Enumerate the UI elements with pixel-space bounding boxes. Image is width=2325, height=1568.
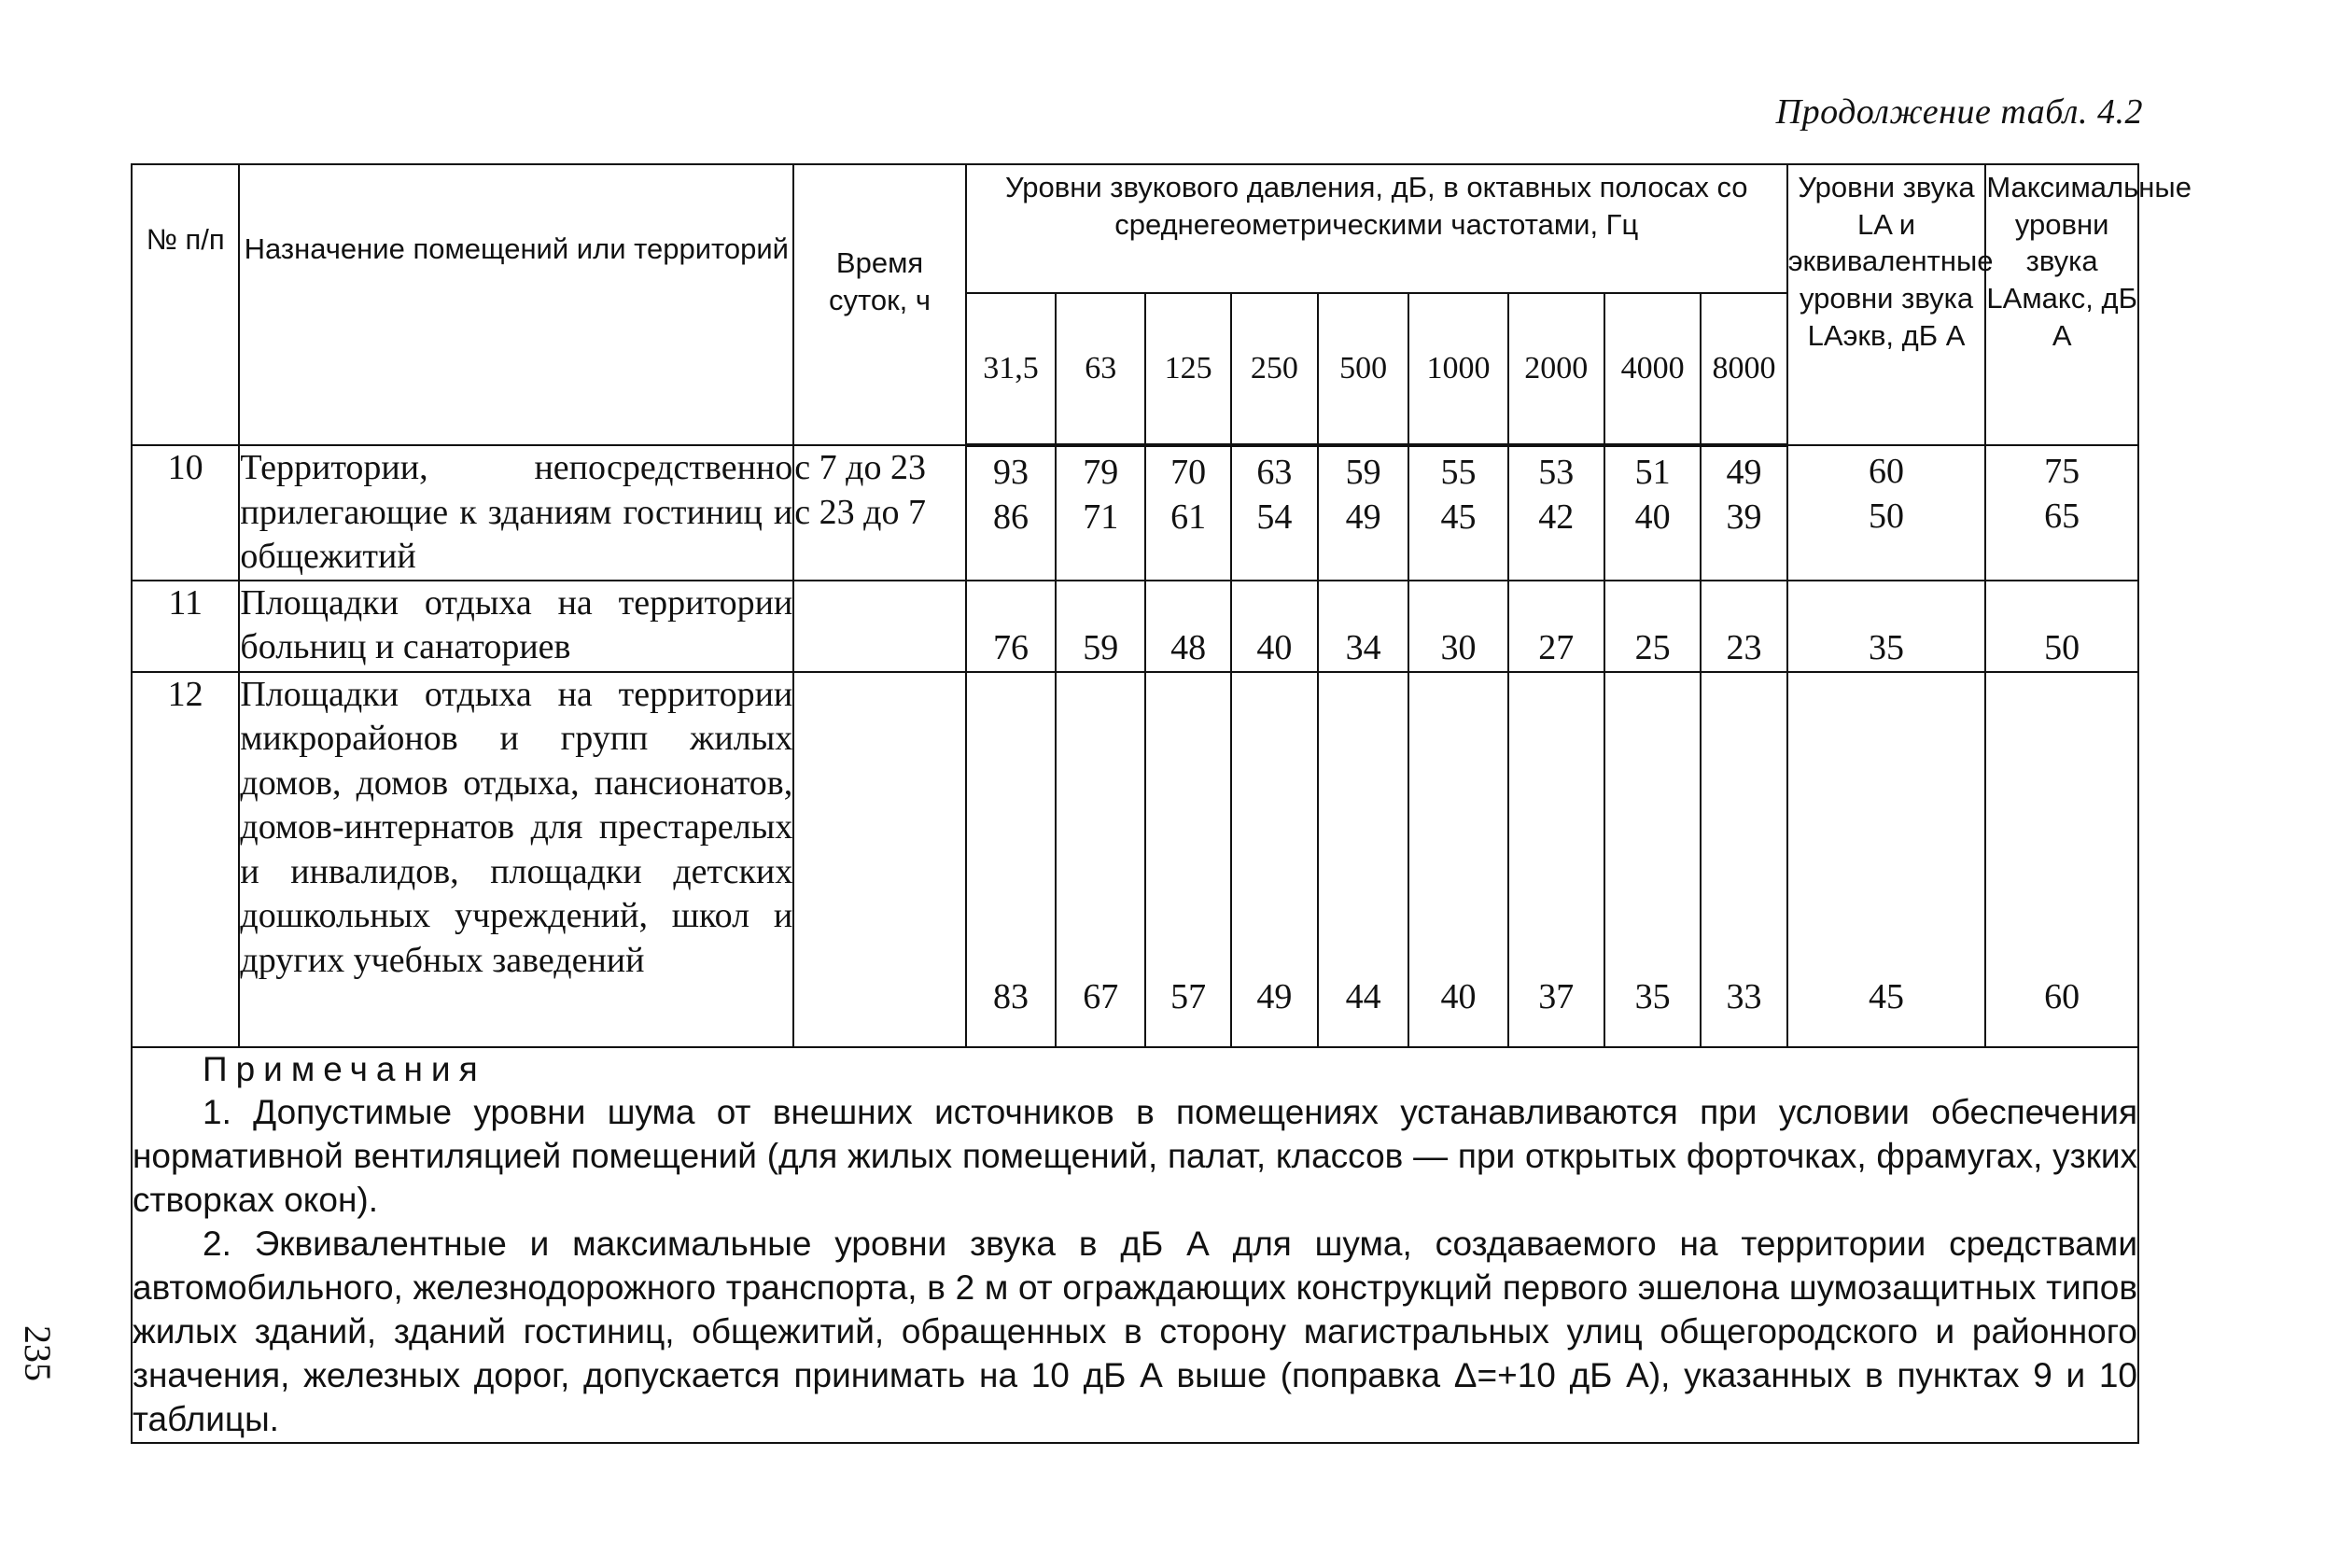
value-cell: 30 [1408, 581, 1507, 672]
frequency-header-1: 63 [1056, 293, 1145, 445]
row-time [793, 445, 966, 581]
header-sound-levels: Уровни звука LA и эквивалентные уровни звука LAэкв, дБ А [1787, 164, 1986, 445]
lamax-cell: 75 65 [1985, 445, 2138, 581]
value-cell: 49 [1231, 672, 1318, 1047]
noise-levels-table [131, 163, 2192, 1444]
row-purpose: Площадки отдыха на территории микрорайонов и групп жилых домов, домов отдыха, пансионатов, домов-интернатов для престарелых и инвалидов, площадки детских дошкольных учреждений, школ и других учебных заведений [239, 672, 793, 1047]
row-time [793, 672, 966, 1047]
notes-title: Примечания [203, 1049, 486, 1088]
table-row [132, 581, 2138, 672]
frequency-header-6: 2000 [1508, 293, 1604, 445]
header-octave-levels: Уровни звукового давления, дБ, в октавных полосах со среднегеометрическими частотами, Гц [966, 164, 1787, 293]
frequency-header-3: 250 [1231, 293, 1318, 445]
value-cell: 67 [1056, 672, 1145, 1047]
frequency-header-4: 500 [1318, 293, 1408, 445]
la-cell: 45 [1787, 672, 1986, 1047]
value-cell: 23 [1701, 581, 1786, 672]
notes-row [132, 1047, 2138, 1444]
row-purpose: Территории, непосредственно прилегающие к зданиям гостиниц и общежитий [239, 445, 793, 581]
value-cell: 40 [1408, 672, 1507, 1047]
value-cell: 49 39 [1701, 445, 1786, 581]
value-cell: 83 [966, 672, 1056, 1047]
lamax-cell: 60 [1985, 672, 2138, 1047]
time-night: с 23 до 7 [794, 492, 926, 532]
value-cell: 79 71 [1056, 445, 1145, 581]
value-cell: 34 [1318, 581, 1408, 672]
la-cell: 60 50 [1787, 445, 1986, 581]
table-row [132, 445, 2138, 581]
table-row [132, 672, 2138, 1047]
value-cell: 57 [1145, 672, 1230, 1047]
lamax-cell: 50 [1985, 581, 2138, 672]
value-cell: 63 54 [1231, 445, 1318, 581]
value-cell: 51 40 [1604, 445, 1701, 581]
value-cell: 37 [1508, 672, 1604, 1047]
table-caption: Продолжение табл. 4.2 [1775, 92, 2143, 132]
notes-cell [132, 1047, 2138, 1444]
value-cell: 70 61 [1145, 445, 1230, 581]
row-number: 11 [132, 581, 239, 672]
row-number: 10 [132, 445, 239, 581]
value-cell: 53 42 [1508, 445, 1604, 581]
value-cell: 59 [1056, 581, 1145, 672]
row-purpose: Площадки отдыха на территории больниц и санаториев [239, 581, 793, 672]
note-2: 2. Эквивалентные и максимальные уровни звука в дБ А для шума, создаваемого на территории средствами автомобильного, железнодорожного транспорта, в 2 м от ограждающих конструкций первого эшелона шумозащитных типов жилых зданий, зданий гостиниц, общежитий, обращенных в сторону магистральных улиц общегородского и районного значения, железных дорог, допускается принимать на 10 дБ А выше (поправка Δ=+10 дБ А), указанных в пунктах 9 и 10 таблицы. [133, 1225, 2137, 1439]
value-cell: 76 [966, 581, 1056, 672]
value-cell: 25 [1604, 581, 1701, 672]
value-cell: 27 [1508, 581, 1604, 672]
header-max-levels: Максимальные уровни звука LAмакс, дБ А [1985, 164, 2138, 445]
frequency-header-7: 4000 [1604, 293, 1701, 445]
page-number: 235 [17, 1325, 59, 1381]
value-cell: 48 [1145, 581, 1230, 672]
frequency-header-0: 31,5 [966, 293, 1056, 445]
frequency-header-5: 1000 [1408, 293, 1507, 445]
value-cell: 44 [1318, 672, 1408, 1047]
value-cell: 55 45 [1408, 445, 1507, 581]
row-number: 12 [132, 672, 239, 1047]
note-1: 1. Допустимые уровни шума от внешних источников в помещениях устанавливаются при условии обеспечения нормативной вентиляцией помещений (для жилых помещений, палат, классов — при открытых форточках, фрамугах, узких створках окон). [133, 1093, 2137, 1220]
value-cell: 40 [1231, 581, 1318, 672]
value-cell: 35 [1604, 672, 1701, 1047]
frequency-header-8: 8000 [1701, 293, 1786, 445]
header-number: № п/п [132, 164, 239, 445]
time-day: с 7 до 23 [794, 448, 926, 487]
frequency-header-2: 125 [1145, 293, 1230, 445]
value-cell: 59 49 [1318, 445, 1408, 581]
row-time [793, 581, 966, 672]
header-time: Время суток, ч [793, 164, 966, 445]
header-purpose: Назначение помещений или территорий [239, 164, 793, 445]
value-cell: 93 86 [966, 445, 1056, 581]
la-cell: 35 [1787, 581, 1986, 672]
value-cell: 33 [1701, 672, 1786, 1047]
